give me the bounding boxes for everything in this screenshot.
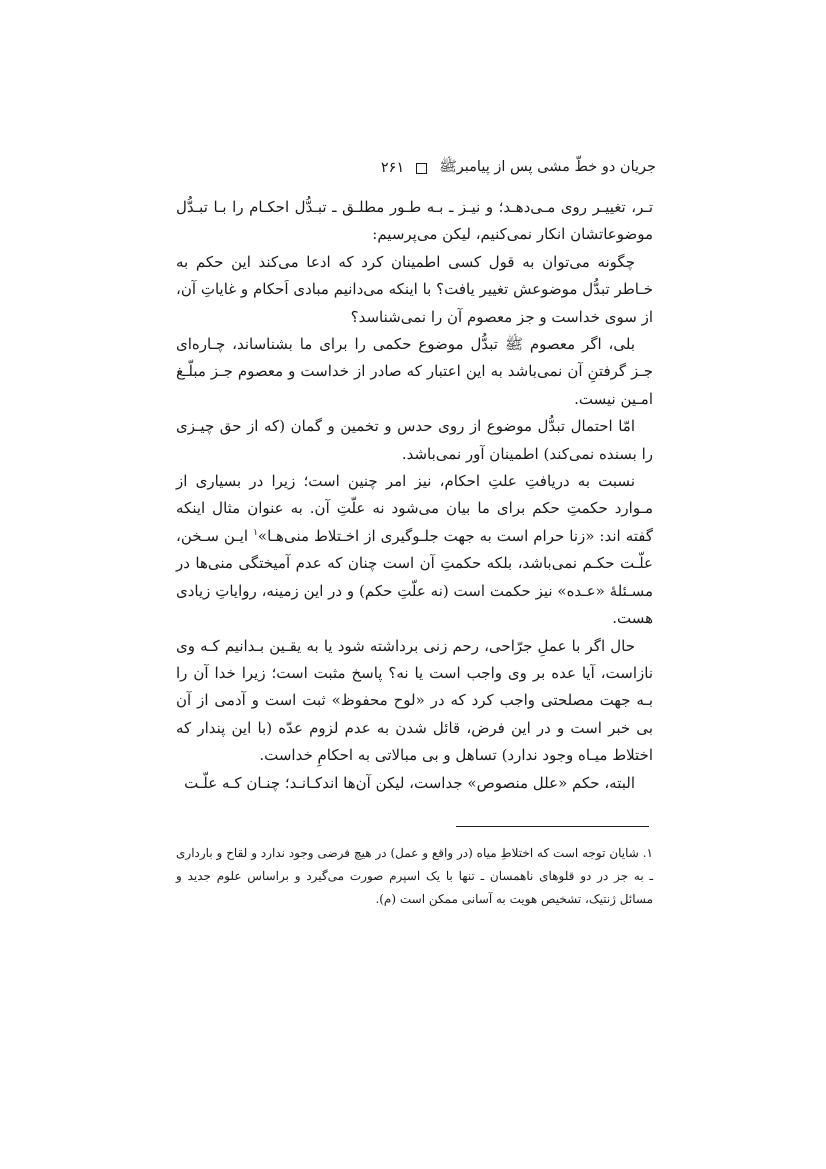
running-title: جریان دو خطّ مشی پس از پیامبرﷺ	[439, 158, 656, 175]
page-number: ۲۶۱	[380, 160, 405, 176]
paragraph-2: چگونه می‌توان به قول کسی اطمینان کرد که ادعا می‌کند این حکم به خـاطر تبدُّل موضوعش تغییر یافت؟ با اینکه می‌دانیم مبادی اَحکام و غایاتِ آن، از سوی خداست و جز معصوم آن را نمی‌شناسد؟	[176, 252, 653, 326]
footnote-1: ۱. شایان توجه است که اختلاطِ میاه (در واقع و عمل) در هیچ فرضی وجود ندارد و لقاح و بارداری ـ به جز در دو قلوهای ناهمسان ـ تنها با یک اسپرم صورت می‌گیرد و براساس علوم جدید و مسائل ژنتیک، تشخیص هویت به آسانی ممکن است (م).	[176, 846, 653, 906]
footnote-divider	[456, 826, 649, 827]
paragraph-5	[176, 468, 653, 632]
paragraph-5-part-b: ایـن سـخن، علّـت حکـم نمی‌باشد، بلکه حکمتِ آن است چنان که عدم آمیختگی منی‌ها در مسـئلهٔ «عـده» نیز حکمت است (نه علّتِ حکم) و در این زمینه، روایاتِ زیادی هست.	[176, 526, 653, 628]
paragraph-5-part-a: نسبت به دریافتِ علتِ احکام، نیز امر چنین است؛ زیرا در بسیاری از مـوارد حکمتِ حکم برای ما بیان می‌شود نه علّتِ آن. به عنوان مثال اینکه گفته اند: «زنا حرام است به جهت جلـوگیری از اخـتلاط منی‌هـا»	[176, 472, 653, 545]
main-text	[176, 194, 653, 797]
running-header	[176, 156, 656, 180]
paragraph-7: البته، حکم «علل منصوص» جداست، لیکن آن‌ها اندکـانـد؛ چنـان کـه علّـت	[184, 773, 635, 792]
footnotes	[176, 842, 653, 910]
paragraph-4: امّا احتمال تبدُّل موضوع از روی حدس و تخمین و گمان (که از حق چیـزی را بسنده نمی‌کند) اطمینان آور نمی‌باشد.	[176, 417, 653, 463]
paragraph-1: تـر، تغییـر روی مـی‌دهـد؛ و نیـز ـ بـه طـور مطلـق ـ تبـدُّل احکـام را بـا تبـدُّل موضوعاتشان انکار نمی‌کنیم، لیکن می‌پرسیم:	[176, 198, 653, 244]
footnote-marker: ۱	[253, 527, 258, 538]
square-separator-icon	[416, 163, 427, 174]
paragraph-3: بلی، اگر معصوم ﷺ تبدُّل موضوع حکمی را برای ما بشناساند، چـاره‌ای جـز گرفتنِ آن نمی‌باشد به این اعتبار که صادر از خداست و معصوم جـز مبلّـغ امـین نیست.	[176, 335, 653, 408]
paragraph-6: حال اگر با عملِ جرّاحی، رحم زنی برداشته شود یا به یقـین بـدانیم کـه وی نازاست، آیا عده بر وی واجب است یا نه؟ پاسخ مثبت است؛ زیرا خدا آن را بـه جهت مصلحتی واجب کرد که در «لوح محفوظ» ثبت است و آدمی از آن بی خبر است و در این فرض، قائل شدن به عدم لزوم عدّه (با این پندار که اختلاط میـاه وجود ندارد) تساهل و بی مبالاتی به احکامِ خداست.	[176, 636, 653, 765]
